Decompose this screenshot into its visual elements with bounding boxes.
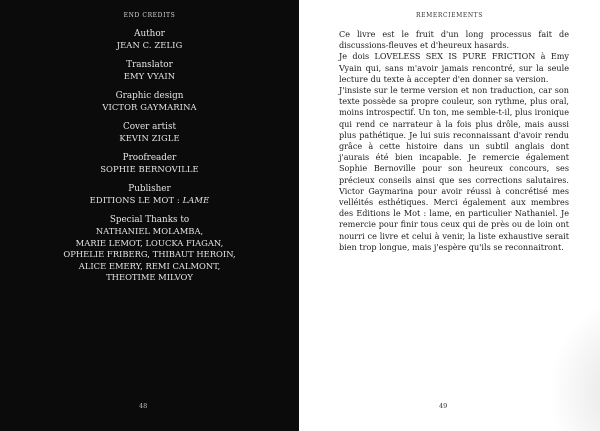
show-through-shadow bbox=[549, 300, 600, 431]
acknowledgements-text bbox=[339, 29, 569, 253]
credit-name: SOPHIE BERNOVILLE bbox=[100, 164, 199, 174]
credit-name bbox=[0, 195, 299, 206]
publisher-name-italic: LAME bbox=[182, 195, 210, 205]
credits-list bbox=[0, 29, 299, 293]
credit-role: Special Thanks to bbox=[109, 215, 190, 225]
credit-cover-artist bbox=[0, 122, 299, 144]
credit-graphic-design bbox=[0, 91, 299, 113]
credit-name: KEVIN ZIGLE bbox=[119, 133, 180, 143]
credit-proofreader bbox=[0, 153, 299, 175]
credit-role: Proofreader bbox=[122, 153, 177, 163]
credit-role: Cover artist bbox=[122, 122, 177, 132]
credit-special-thanks bbox=[0, 215, 299, 284]
credit-name: VICTOR GAYMARINA bbox=[102, 102, 197, 112]
thanks-line: THEOTIME MILVOY bbox=[106, 272, 193, 283]
thanks-line: ALICE EMERY, REMI CALMONT, bbox=[78, 260, 221, 271]
credit-name: EMY VYAIN bbox=[123, 71, 176, 81]
thanks-line: OPHELIE FRIBERG, THIBAUT HEROIN, bbox=[63, 249, 236, 260]
credit-name: JEAN C. ZELIG bbox=[116, 40, 183, 50]
thanks-line: MARIE LEMOT, LOUCKA FIAGAN, bbox=[75, 237, 224, 248]
thanks-line: NATHANIEL MOLAMBA, bbox=[95, 226, 204, 236]
credit-role: Translator bbox=[126, 60, 173, 70]
paragraph: Ce livre est le fruit d'un long processus fait de discussions-fleuves et d'heureux hasards. bbox=[339, 29, 569, 51]
credit-publisher bbox=[0, 184, 299, 206]
credit-role: Graphic design bbox=[115, 91, 184, 101]
page-number-left: 48 bbox=[139, 402, 148, 410]
publisher-name: EDITIONS LE MOT : bbox=[89, 195, 183, 205]
page-number-right: 49 bbox=[439, 402, 448, 410]
credit-translator bbox=[0, 60, 299, 82]
paragraph: Je dois LOVELESS SEX IS PURE FRICTION à Emy Vyain qui, sans m'avoir jamais rencontré, sur la seule lecture du texte à accepter d'en donner sa version. bbox=[339, 51, 569, 84]
running-head-right: REMERCIEMENTS bbox=[416, 12, 483, 19]
left-page bbox=[0, 0, 299, 431]
running-head-left: END CREDITS bbox=[123, 12, 176, 19]
thanks-names bbox=[0, 226, 299, 284]
credit-role: Author bbox=[134, 29, 165, 39]
credit-author bbox=[0, 29, 299, 51]
credit-role: Publisher bbox=[128, 184, 171, 194]
paragraph: J'insiste sur le terme version et non traduction, car son texte possède sa propre couleur, son rythme, plus oral, moins introspectif. Un ton, me semble-t-il, plus ironique qui rend ce narrateur à la fois plus drôle, mais aussi plus pathétique. Je lui suis reconnaissant d'avoir rendu grâce à cette histoire dans un subtil anglais dont j'aurais été bien incapable. Je remercie également Sophie Bernoville pour son heureux concours, ses précieux conseils ainsi que ses corrections salutaires. Victor Gaymarina pour avoir réussi à concrétisé mes velléités esthétiques. Merci également aux membres des Editions le Mot : lame, en particulier Nathaniel. Je remercie pour finir tous ceux qui de près ou de loin ont nourri ce livre et celui à venir, la liste exhaustive serait bien trop longue, mais j'espère qu'ils se reconnaitront. bbox=[339, 85, 569, 252]
